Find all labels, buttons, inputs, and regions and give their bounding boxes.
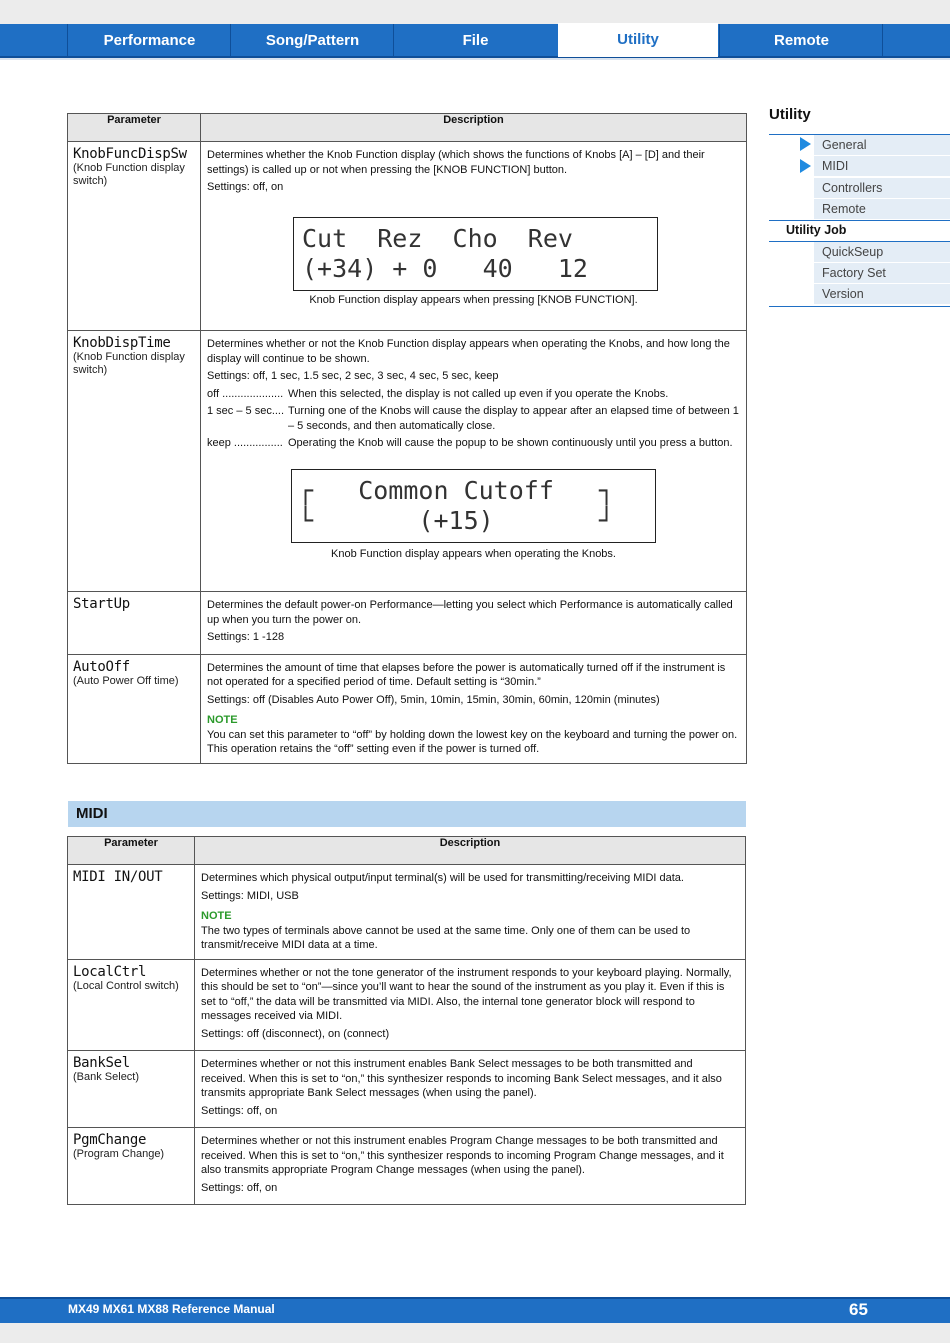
definition-key: 1 sec – 5 sec....	[207, 405, 285, 417]
settings-values: MIDI, USB	[243, 889, 299, 902]
definition-row	[207, 404, 740, 433]
description-cell	[195, 1051, 746, 1128]
settings-values: off, on	[243, 1181, 278, 1194]
lcd-line: └ (+15) ┘	[298, 505, 615, 535]
parameter-cell	[68, 1051, 195, 1128]
sidebar-subtitle[interactable]: Utility Job	[786, 223, 847, 237]
description-cell	[195, 865, 746, 960]
parameter-name: LocalCtrl	[73, 963, 147, 980]
table-row	[68, 865, 746, 960]
settings-label: Settings:	[207, 631, 250, 643]
page-number: 65	[849, 1300, 868, 1319]
parameter-subtitle: (Auto Power Off time)	[73, 674, 179, 687]
tab-spacer	[882, 24, 950, 56]
parameter-table-general	[67, 113, 747, 764]
column-header-parameter: Parameter	[68, 837, 195, 865]
definition-key: off ....................	[207, 387, 284, 400]
sidebar-item-version[interactable]: Version	[814, 284, 950, 305]
description-text: Determines which physical output/input terminal(s) will be used for transmitting/receiving MIDI data.	[201, 872, 684, 884]
tab-underline	[0, 58, 950, 60]
settings-label: Settings:	[207, 693, 250, 706]
parameter-name: StartUp	[73, 596, 130, 612]
lcd-display	[291, 469, 656, 543]
parameter-name: AutoOff	[73, 658, 130, 675]
settings-values: 1 -128	[249, 631, 285, 643]
sidebar-item-remote[interactable]: Remote	[814, 199, 950, 220]
bottom-margin	[0, 1323, 950, 1343]
tab-song-pattern[interactable]: Song/Pattern	[230, 24, 394, 56]
parameter-subtitle: (Knob Function display switch)	[73, 162, 185, 187]
current-arrow-icon	[800, 137, 811, 151]
definition-value: Turning one of the Knobs will cause the display to appear after an elapsed time of between 1 – 5 seconds, and then automatically close.	[288, 405, 739, 432]
parameter-cell	[68, 959, 195, 1051]
table-row	[68, 654, 747, 763]
nav-tab-bar	[0, 24, 950, 58]
section-heading-midi: MIDI	[68, 801, 746, 827]
top-margin	[0, 0, 950, 24]
tab-file[interactable]: File	[393, 24, 557, 56]
parameter-cell	[68, 865, 195, 960]
parameter-name: MIDI IN/OUT	[73, 869, 163, 885]
settings-label: Settings:	[201, 1027, 244, 1040]
settings-label: Settings:	[201, 1104, 244, 1117]
description-text: Determines the amount of time that elapses before the power is automatically turned off if the instrument is not operated for a specified period of time. Default setting is “30min.”	[207, 661, 726, 688]
description-text: Determines whether or not the Knob Function display appears when operating the Knobs, and how long the display will continue to be shown.	[207, 338, 730, 365]
tab-utility[interactable]: Utility	[558, 23, 718, 57]
sidebar-item-factory-set[interactable]: Factory Set	[814, 263, 950, 284]
description-cell	[195, 959, 746, 1051]
sidebar-item-controllers[interactable]: Controllers	[814, 178, 950, 199]
table-row	[68, 1051, 746, 1128]
description-text: Determines whether or not this instrument enables Program Change messages to be both transmitted and received. When this is set to “on,” this synthesizer responds to incoming Program Change messages, and it also transmits appropriate Program Change messages (when using the panel).	[201, 1135, 724, 1176]
column-header-description: Description	[201, 114, 747, 142]
table-row	[68, 142, 747, 331]
definition-value: When this selected, the display is not called up even if you operate the Knobs.	[288, 387, 669, 400]
sidebar-divider	[769, 306, 950, 307]
parameter-subtitle: (Bank Select)	[73, 1071, 140, 1083]
parameter-cell	[68, 331, 201, 592]
note-heading: NOTE	[201, 910, 232, 922]
description-cell	[195, 1128, 746, 1205]
settings-label: Settings:	[201, 889, 244, 902]
parameter-subtitle: (Knob Function display switch)	[73, 351, 185, 376]
parameter-table-midi	[67, 836, 746, 1205]
description-text: Determines the default power-on Performance—letting you select which Performance is automatically called up when you turn the power on.	[207, 599, 733, 626]
table-row	[68, 592, 747, 655]
figure-caption: Knob Function display appears when pressing [KNOB FUNCTION].	[309, 293, 638, 306]
lcd-line: ┌ Common Cutoff ┐	[298, 475, 615, 505]
footer-bar	[0, 1297, 950, 1323]
description-cell	[201, 654, 747, 763]
description-cell	[201, 142, 747, 331]
sidebar-item-quickseup[interactable]: QuickSeup	[814, 242, 950, 263]
parameter-subtitle: (Program Change)	[73, 1148, 165, 1160]
parameter-name: BankSel	[73, 1055, 130, 1071]
definition-key: keep ................	[207, 437, 283, 449]
column-header-parameter: Parameter	[68, 114, 201, 142]
parameter-cell	[68, 654, 201, 763]
settings-label: Settings:	[201, 1181, 244, 1194]
description-text: Determines whether or not the tone generator of the instrument responds to your keyboard playing. Normally, this should be set to “on”—since you’ll want to hear the sound of the instrument as you play it. Even if this is set to “off,” the data will be transmitted via MIDI. Also, the internal tone generator block will respond to messages received via MIDI.	[201, 966, 732, 1022]
tab-remote[interactable]: Remote	[719, 24, 883, 56]
settings-values: off, on	[243, 1104, 278, 1117]
settings-values: off, on	[249, 181, 284, 193]
definition-row	[207, 436, 740, 451]
definition-row	[207, 387, 740, 402]
sidebar-item-midi[interactable]: MIDI	[814, 156, 950, 177]
description-cell	[201, 331, 747, 592]
parameter-cell	[68, 142, 201, 331]
sidebar-item-general[interactable]: General	[814, 135, 950, 156]
lcd-line: (+34) + 0 40 12	[302, 253, 588, 283]
definition-value: Operating the Knob will cause the popup to be shown continuously until you press a button.	[288, 437, 733, 449]
parameter-cell	[68, 592, 201, 655]
table-row	[68, 331, 747, 592]
description-text: Determines whether the Knob Function display (which shows the functions of Knobs [A] – [D] and their settings) is called up or not when pressing the [KNOB FUNCTION] button.	[207, 149, 705, 176]
table-row	[68, 959, 746, 1051]
current-arrow-icon	[800, 159, 811, 173]
note-text: The two types of terminals above cannot be used at the same time. Only one of them can be used to transmit/receive MIDI data at a time.	[201, 924, 691, 951]
column-header-description: Description	[195, 837, 746, 865]
parameter-name: KnobDispTime	[73, 335, 171, 351]
settings-values: off, 1 sec, 1.5 sec, 2 sec, 3 sec, 4 sec, 5 sec, keep	[249, 370, 499, 382]
settings-values: off (disconnect), on (connect)	[243, 1027, 390, 1040]
tab-performance[interactable]: Performance	[67, 24, 231, 56]
manual-title: MX49 MX61 MX88 Reference Manual	[68, 1302, 275, 1316]
parameter-cell	[68, 1128, 195, 1205]
note-text: You can set this parameter to “off” by holding down the lowest key on the keyboard and turning the power on. This operation retains the “off” setting even if the power is turned off.	[207, 728, 738, 755]
table-row	[68, 1128, 746, 1205]
lcd-line: Cut Rez Cho Rev	[302, 223, 573, 253]
parameter-name: PgmChange	[73, 1132, 147, 1148]
figure-caption: Knob Function display appears when operating the Knobs.	[331, 547, 616, 560]
lcd-display	[293, 217, 658, 291]
sidebar-divider	[769, 220, 950, 221]
settings-label: Settings:	[207, 370, 250, 382]
parameter-subtitle: (Local Control switch)	[73, 979, 179, 992]
description-cell	[201, 592, 747, 655]
settings-label: Settings:	[207, 181, 250, 193]
note-heading: NOTE	[207, 714, 238, 726]
description-text: Determines whether or not this instrument enables Bank Select messages to be both transmitted and received. When this is set to “on,” this synthesizer responds to incoming Bank Select messages, and it also transmits appropriate Bank Select messages (when using the panel).	[201, 1058, 722, 1099]
settings-values: off (Disables Auto Power Off), 5min, 10min, 15min, 30min, 60min, 120min (minutes)	[249, 693, 660, 706]
sidebar-title: Utility	[769, 106, 811, 123]
parameter-name: KnobFuncDispSw	[73, 146, 187, 162]
